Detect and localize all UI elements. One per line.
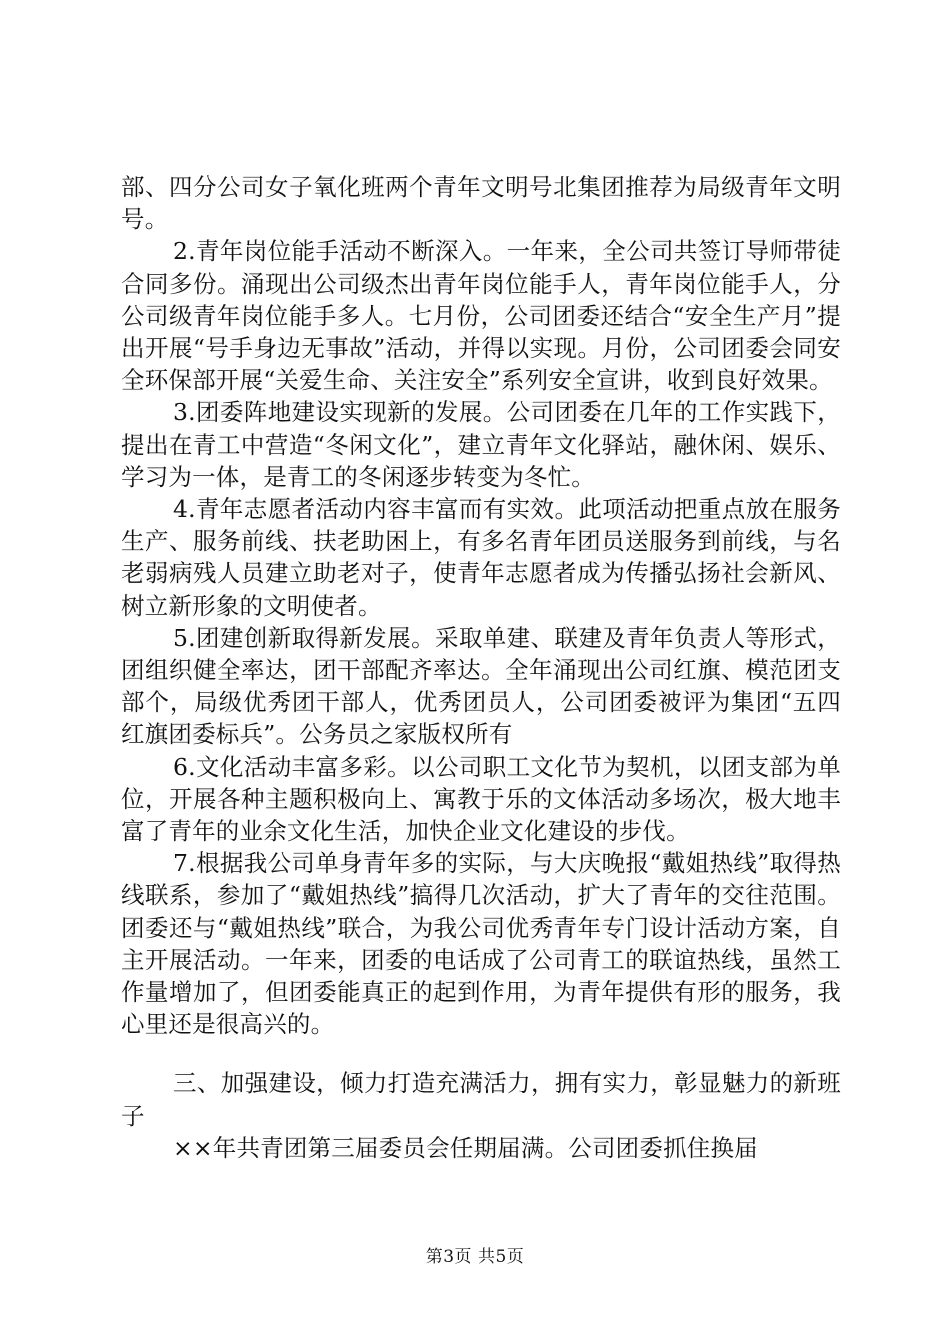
section-heading: 三、加强建设，倾力打造充满活力，拥有实力，彰显魅力的新班子 <box>121 1069 841 1130</box>
paragraph-item-2: 2.青年岗位能手活动不断深入。一年来，全公司共签订导师带徒合同多份。涌现出公司级杰出青年岗位能手人，青年岗位能手人，分公司级青年岗位能手多人。七月份，公司团委还结合“安全生产月”提出开展“号手身边无事故”活动，并得以实现。月份，公司团委会同安全环保部开展“关爱生命、关注安全”系列安全宣讲，收到良好效果。 <box>121 237 841 395</box>
paragraph-item-3: 3.团委阵地建设实现新的发展。公司团委在几年的工作实践下，提出在青工中营造“冬闲文化”，建立青年文化驿站，融休闲、娱乐、学习为一体，是青工的冬闲逐步转变为冬忙。 <box>121 398 841 491</box>
page-number-footer: 第3页 共5页 <box>425 1247 525 1267</box>
paragraph-item-6: 6.文化活动丰富多彩。以公司职工文化节为契机，以团支部为单位，开展各种主题积极向上、寓教于乐的文体活动多场次，极大地丰富了青年的业余文化生活，加快企业文化建设的步伐。 <box>121 752 841 846</box>
paragraph-section-intro: ××年共青团第三届委员会任期届满。公司团委抓住换届 <box>173 1133 758 1162</box>
paragraph-item-5: 5.团建创新取得新发展。采取单建、联建及青年负责人等形式，团组织健全率达，团干部配齐率达。全年涌现出公司红旗、模范团支部个，局级优秀团干部人，优秀团员人，公司团委被评为集团“五四红旗团委标兵”。公务员之家版权所有 <box>121 623 841 749</box>
document-body <box>121 171 841 1164</box>
paragraph-continuation: 部、四分公司女子氧化班两个青年文明号北集团推荐为局级青年文明号。 <box>121 173 841 234</box>
paragraph-item-7: 7.根据我公司单身青年多的实际，与大庆晚报“戴姐热线”取得热线联系，参加了“戴姐热线”搞得几次活动，扩大了青年的交往范围。团委还与“戴姐热线”联合，为我公司优秀青年专门设计活动方案，自主开展活动。一年来，团委的电话成了公司青工的联谊热线，虽然工作量增加了，但团委能真正的起到作用，为青年提供有形的服务，我心里还是很高兴的。 <box>121 849 841 1039</box>
paragraph-item-4: 4.青年志愿者活动内容丰富而有实效。此项活动把重点放在服务生产、服务前线、扶老助困上，有多名青年团员送服务到前线，与名老弱病残人员建立助老对子，使青年志愿者成为传播弘扬社会新风、树立新形象的文明使者。 <box>121 495 841 620</box>
